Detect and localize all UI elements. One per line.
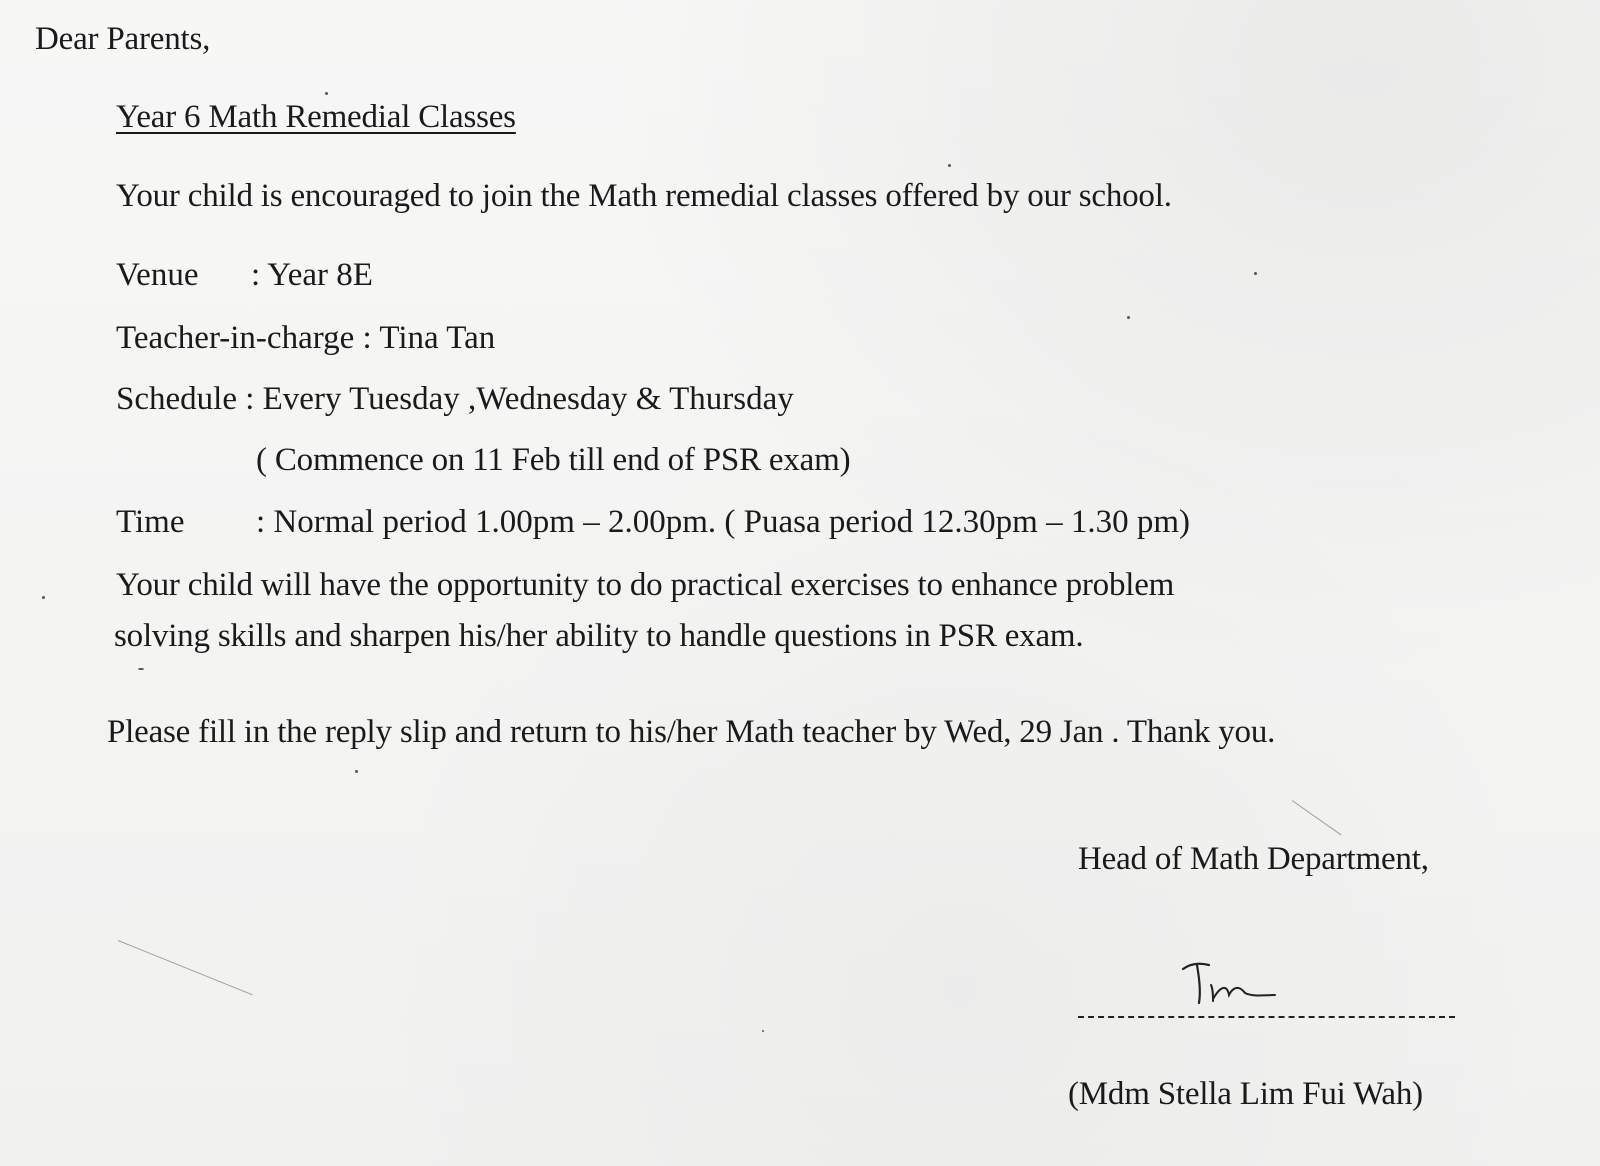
venue-label: Venue [116,257,199,293]
paper-speck [138,668,144,670]
time-row [116,503,1190,543]
time-value: : Normal period 1.00pm – 2.00pm. ( Puasa period 12.30pm – 1.30 pm) [256,504,1190,540]
handwritten-signature [1175,955,1285,1015]
signature-line [1078,1016,1455,1018]
reply-slip-note: Please fill in the reply slip and return to his/her Math teacher by Wed, 29 Jan . Thank you. [107,714,1276,750]
teacher-value: : Tina Tan [354,320,496,356]
teacher-label: Teacher-in-charge [116,320,355,356]
venue-value: : Year 8E [251,257,373,293]
paper-scratch [1292,800,1342,835]
schedule-row [116,380,794,420]
paper-speck [325,92,328,95]
intro-paragraph: Your child is encouraged to join the Math remedial classes offered by our school. [116,178,1172,214]
department-title: Head of Math Department, [1078,841,1429,877]
paper-speck [762,1030,764,1032]
commence-note: ( Commence on 11 Feb till end of PSR exam) [256,442,851,478]
time-label: Time [116,504,185,540]
paper-speck [355,770,358,773]
paper-speck [42,596,45,599]
venue-row [116,256,373,296]
paper-speck [1254,272,1257,275]
signer-name: (Mdm Stella Lim Fui Wah) [1068,1076,1423,1112]
opportunity-paragraph-line-1: Your child will have the opportunity to do practical exercises to enhance problem [116,567,1175,603]
letter-greeting: Dear Parents, [35,21,211,57]
paper-speck [948,164,951,167]
schedule-label: Schedule [116,381,237,417]
paper-speck [1127,316,1130,319]
opportunity-paragraph-line-2: solving skills and sharpen his/her ability to handle questions in PSR exam. [114,618,1084,654]
schedule-value: : Every Tuesday ,Wednesday & Thursday [236,381,794,417]
letter-title: Year 6 Math Remedial Classes [116,99,516,135]
teacher-row [116,319,495,359]
paper-scratch [118,940,253,995]
